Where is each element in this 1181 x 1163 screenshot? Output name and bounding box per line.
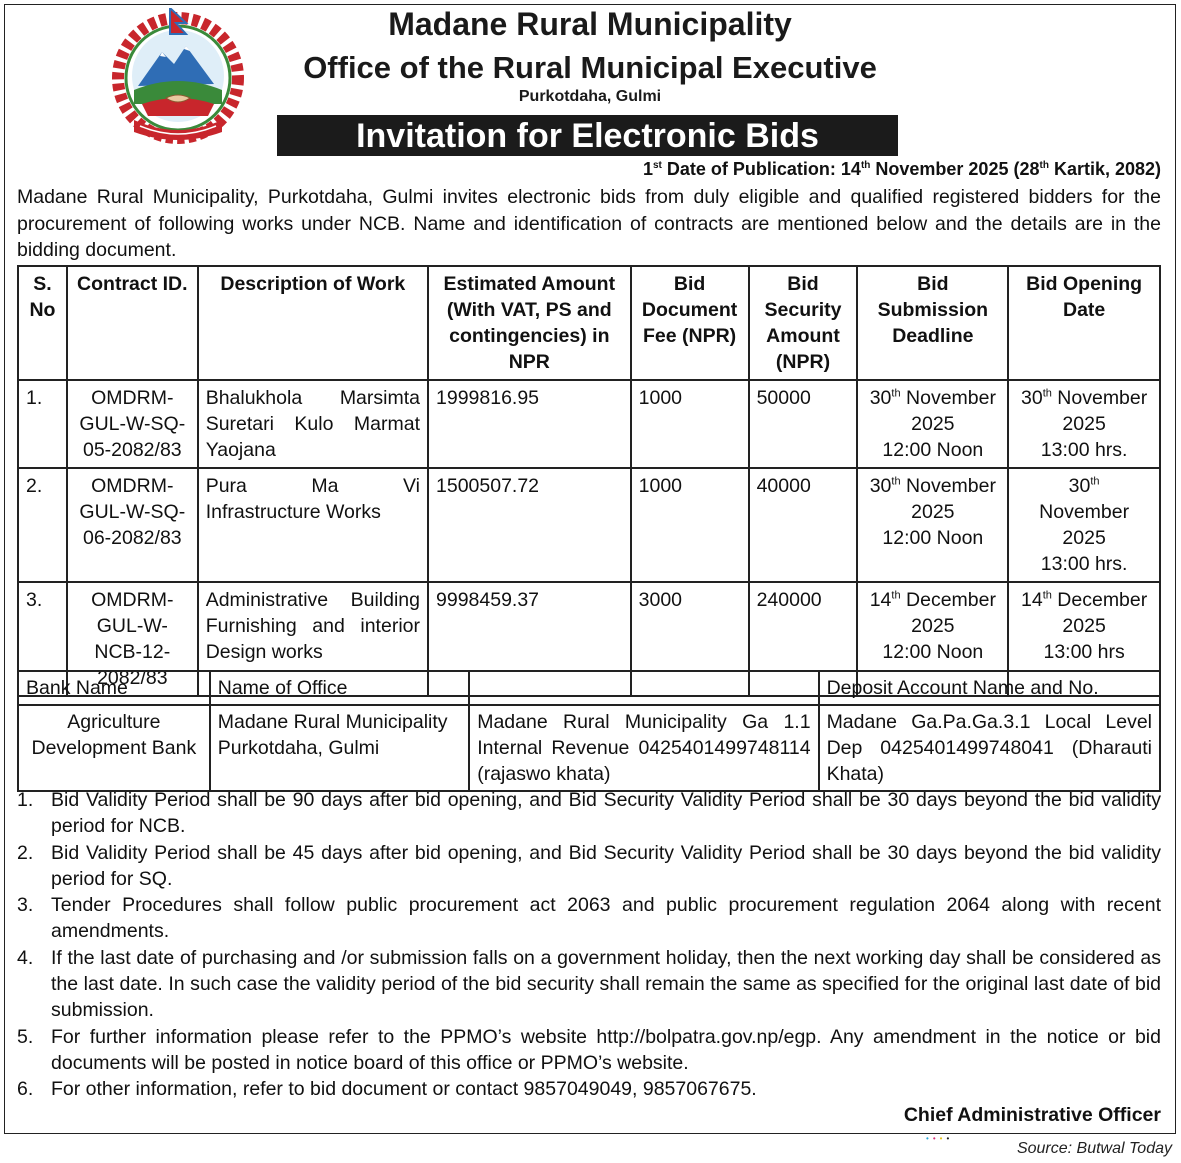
- note-text: If the last date of purchasing and /or submission falls on a government holiday, then the next working day shall be considered as the last date. In such case the validity period of the bid security shall remain the same as specified for the original last date of bid submission.: [51, 946, 1161, 1022]
- source-credit: Source: Butwal Today: [1016, 1140, 1172, 1157]
- cell-fee: 1000: [631, 380, 749, 468]
- print-registration-dots: ••••: [926, 1134, 954, 1143]
- col-contract-id: Contract ID.: [67, 266, 198, 380]
- col-opening: Bid Opening Date: [1008, 266, 1160, 380]
- col-revenue: [469, 671, 818, 705]
- note-text: For other information, refer to bid document or contact 9857049049, 9857067675.: [51, 1078, 757, 1101]
- open-month: December: [1051, 589, 1148, 611]
- cell-revenue-account: Madane Rural Municipality Ga 1.1 Internal Revenue 0425401499748114 (rajaswo khata): [469, 705, 818, 791]
- pub-ordinal: 1: [642, 159, 653, 179]
- sub-sup: th: [891, 589, 901, 602]
- col-security: Bid Security Amount (NPR): [749, 266, 858, 380]
- signatory-title: Chief Administrative Officer: [903, 1104, 1161, 1126]
- cell-sn: 2.: [18, 468, 67, 582]
- sub-day: 30: [869, 387, 892, 409]
- table-row: [18, 468, 1160, 582]
- pub-nep-sup: th: [1039, 160, 1049, 171]
- cell-contract-id: OMDRM-GUL-W-SQ-06-2082/83: [67, 468, 198, 582]
- cell-sn: 1.: [18, 380, 67, 468]
- open-time: 13:00 hrs.: [1040, 439, 1128, 461]
- cell-submission: [857, 468, 1008, 582]
- cell-bank-name: Agriculture Development Bank: [18, 705, 210, 791]
- pub-day-sup: th: [860, 160, 871, 171]
- cell-submission: [857, 380, 1008, 468]
- col-sn: S. No: [18, 266, 67, 380]
- col-office-name: Name of Office: [210, 671, 469, 705]
- open-sup: th: [1042, 589, 1052, 602]
- table-row: [18, 705, 1160, 791]
- cell-security: 40000: [749, 468, 858, 582]
- note-number: 5.: [17, 1025, 34, 1048]
- list-item: [17, 1024, 1161, 1077]
- list-item: [17, 840, 1161, 893]
- notice-title-banner: [277, 115, 898, 156]
- cell-description: Pura Ma Vi Infrastructure Works: [198, 468, 428, 582]
- sub-time: 12:00 Noon: [882, 641, 984, 663]
- note-number: 2.: [17, 841, 34, 864]
- note-text: For further information please refer to the PPMO’s website http://bolpatra.gov.np/egp. Any amendment in the notice or bid documents will be posted in notice board of this office or PPMO’s website.: [51, 1025, 1161, 1074]
- cell-security: 50000: [749, 380, 858, 468]
- open-month: November: [1039, 501, 1130, 523]
- open-month: November: [1051, 387, 1148, 409]
- cell-description: Bhalukhola Marsimta Suretari Kulo Marmat Yaojana: [198, 380, 428, 468]
- open-sup: th: [1090, 475, 1100, 488]
- note-text: Bid Validity Period shall be 45 days after bid opening, and Bid Security Validity Period shall be 30 days beyond the bid validity period for SQ.: [51, 841, 1161, 890]
- notice-title: Invitation for Electronic Bids: [356, 117, 819, 155]
- open-year: 2025: [1062, 527, 1106, 549]
- intro-paragraph: Madane Rural Municipality, Purkotdaha, Gulmi invites electronic bids from duly eligible and qualified registered bidders for the procurement of following works under NCB. Name and identification of contracts are mentioned below and the details are in the bidding document.: [17, 186, 1161, 261]
- office-line-1: Madane Rural Municipality: [217, 711, 448, 733]
- note-number: 1.: [17, 789, 34, 811]
- publication-date: [643, 159, 1161, 180]
- note-number: 4.: [17, 946, 34, 969]
- open-time: 13:00 hrs.: [1040, 553, 1128, 575]
- office-name: Office of the Rural Municipal Executive: [303, 50, 877, 85]
- sub-sup: th: [891, 387, 901, 400]
- col-bank-name: Bank Name: [18, 671, 210, 705]
- bank-table-header: [18, 671, 1160, 705]
- list-item: [17, 892, 1161, 945]
- sub-day: 14: [869, 589, 892, 611]
- cell-security: 240000: [749, 582, 858, 696]
- sub-year: 2025: [911, 413, 955, 435]
- cell-description: Administrative Building Furnishing and interior Design works: [198, 582, 428, 696]
- cell-fee: 3000: [631, 582, 749, 696]
- sub-time: 12:00 Noon: [882, 439, 984, 461]
- col-doc-fee: Bid Document Fee (NPR): [631, 266, 749, 380]
- open-day: 30: [1020, 387, 1043, 409]
- pub-label: Date of Publication: 14: [661, 159, 861, 179]
- note-text: Bid Validity Period shall be 90 days after bid opening, and Bid Security Validity Period shall be 30 days beyond the bid validity period for NCB.: [51, 789, 1161, 838]
- open-year: 2025: [1062, 413, 1106, 435]
- sub-month: November: [900, 475, 996, 497]
- cell-amount: 1500507.72: [428, 468, 631, 582]
- col-estimated-amount: Estimated Amount (With VAT, PS and contingencies) in NPR: [428, 266, 631, 380]
- table-row: [18, 380, 1160, 468]
- col-submission: Bid Submission Deadline: [857, 266, 1008, 380]
- cell-amount: 9998459.37: [428, 582, 631, 696]
- pub-ordinal-sup: st: [653, 160, 662, 171]
- open-sup: th: [1042, 387, 1052, 400]
- sub-year: 2025: [911, 501, 955, 523]
- pub-nep-rest: Kartik, 2082): [1048, 159, 1161, 179]
- notes-list: [17, 787, 1161, 1103]
- col-description: Description of Work: [198, 266, 428, 380]
- cell-opening: [1008, 468, 1160, 582]
- list-item: [17, 945, 1161, 1024]
- list-item: [17, 787, 1161, 840]
- office-line-2: Purkotdaha, Gulmi: [217, 737, 380, 759]
- cell-amount: 1999816.95: [428, 380, 631, 468]
- note-number: 3.: [17, 894, 34, 917]
- open-day: 30: [1068, 475, 1091, 497]
- note-number: 6.: [17, 1078, 34, 1101]
- sub-month: December: [900, 589, 996, 611]
- cell-office-name: [210, 705, 469, 791]
- cell-contract-id: OMDRM-GUL-W-NCB-12-2082/83: [67, 582, 198, 696]
- open-time: 13:00 hrs: [1043, 641, 1125, 663]
- municipal-emblem-icon: [104, 8, 252, 146]
- cell-sn: 3.: [18, 582, 67, 696]
- org-name: Madane Rural Municipality: [388, 6, 792, 42]
- col-deposit: Deposit Account Name and No.: [819, 671, 1160, 705]
- pub-date-rest: November 2025 (28: [870, 159, 1040, 179]
- sub-sup: th: [891, 475, 901, 488]
- sub-month: November: [900, 387, 996, 409]
- bid-table-header: [18, 266, 1160, 380]
- cell-opening: [1008, 380, 1160, 468]
- bank-table: [17, 670, 1161, 792]
- list-item: [17, 1076, 1161, 1102]
- sub-day: 30: [869, 475, 892, 497]
- open-day: 14: [1020, 589, 1043, 611]
- open-year: 2025: [1062, 615, 1106, 637]
- note-text: Tender Procedures shall follow public procurement act 2063 and public procurement regulation 2064 along with recent amendments.: [51, 894, 1161, 943]
- sub-time: 12:00 Noon: [882, 527, 984, 549]
- office-location: Purkotdaha, Gulmi: [518, 88, 662, 105]
- cell-fee: 1000: [631, 468, 749, 582]
- sub-year: 2025: [911, 615, 955, 637]
- bid-table: [17, 265, 1161, 697]
- cell-deposit-account: Madane Ga.Pa.Ga.3.1 Local Level Dep 0425401499748041 (Dharauti Khata): [819, 705, 1160, 791]
- cell-contract-id: OMDRM-GUL-W-SQ-05-2082/83: [67, 380, 198, 468]
